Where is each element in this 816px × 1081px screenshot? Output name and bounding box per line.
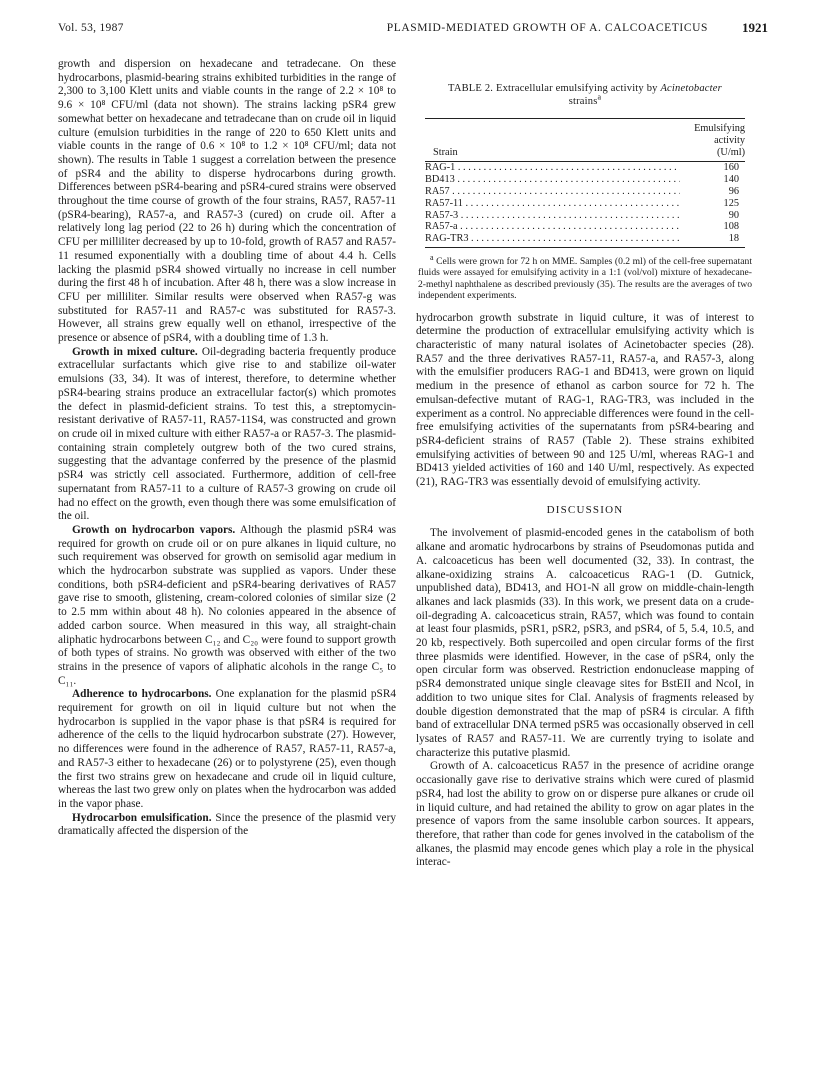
paragraph (58, 812, 396, 839)
paragraph-text: Since the presence of the plasmid very dramatically affected the dispersion of the (58, 811, 396, 838)
paragraph: The involvement of plasmid-encoded genes in the catabolism of both alkane and aromatic hydrocarbons by strains of Pseudomonas putida and A. calcoaceticus has been well documented (32, 33). In contrast, the alkane-oxidizing strains A. calcoaceticus RAG-1 (D. Gutnick, unpublished data), BD413, and HO1-N all grow on middle-chain-length alkanes and lack plasmids (33). In this work, we present data on a crude-oil-degrading A. calcoaceticus strain, RA57, which was found to contain at least four plasmids, pSR1, pSR2, pSR3, and pSR4, of 5, 5.4, 10.5, and 20 kb, respectively. Both supercoiled and open circular forms of the first three plasmids were identified. However, in the case of pSR4, only the open circular form was observed. Restriction endonuclease mapping of pSR4 demonstrated unique single cleavage sites for BstEII and NcoI, in addition to two unique sites for ClaI. Analysis of fragments released by double digestion demonstrated that the map of pSR4 is circular. A fifth band of extracellular DNA termed pSR5 was occasionally observed in cell lysates of RA57 and RA57-11. We are currently trying to isolate and characterize this putative plasmid. (416, 527, 754, 759)
page-header (58, 20, 768, 42)
left-column (58, 58, 396, 839)
paragraph (58, 688, 396, 811)
table-row: RA57-11 . . . 125 (425, 198, 745, 210)
run-in-heading: Growth on hydrocarbon vapors. (72, 523, 236, 536)
right-column (416, 58, 754, 870)
table-row: BD413 . . . 140 (425, 174, 745, 186)
run-in-heading: Hydrocarbon emulsification. (72, 811, 212, 824)
paragraph: growth and dispersion on hexadecane and tetradecane. On these hydrocarbons, plasmid-bearing strains exhibited turbidities in the range of 2,300 to 3,100 Klett units and viable counts in the range of 2.2 × 10⁸ to 9.6 × 10⁸ CFU/ml (data not shown). The strains lacking pSR4 grew somewhat better on hexadecane and tetradecane than on crude oil in liquid culture (emulsion turbidities in the range of 220 to 650 Klett units and viable counts in the range of 0.6 × 10⁸ to 1.2 × 10⁸ CFU/ml; data not shown). The results in Table 1 suggest a correlation between the presence of pSR4 and the ability to disperse hydrocarbons during growth. Differences between pSR4-bearing and pSR4-cured strains were observed throughout the time course of growth of the four strains, RA57, RA57-11 (pSR4-bearing), RA57-a, and RA57-3 (cured) on crude oil. After a relatively long lag period (22 to 26 h) during which the concentration of CFU per milliliter decreased by up to 10-fold, growth of RA57 and RA57-11 resumed exponentially with a doubling time of about 4.4 h. Cells lacking the plasmid pSR4 showed virtually no increase in cell number during the first 48 h of incubation. After 48 h, there was a slow increase in CFU per milliliter. Similar results were observed when RA57-g was substituted for RA57-11 and RA57-c was substituted for RA57-3. However, all strains grew equally well on ethanol, irrespective of the presence or absence of pSR4, with a doubling time of 1.3 h. (58, 58, 396, 345)
volume-label: Vol. 53, 1987 (58, 22, 124, 34)
paragraph (58, 524, 396, 688)
paragraph-text: Although the plasmid pSR4 was required for growth on crude oil or on pure alkanes in liquid culture, no such requirement was observed for growth on semisolid agar medium in which the hydrocarbon substrate was supplied as vapors. Under these conditions, both pSR4-deficient and pSR4-bearing derivatives of RA57 gave rise to smooth, glistening, cream-colored colonies of similar size (2 to 2.5 mm within about 48 h). No colonies appeared in the absence of added carbon source. When measured in this way, all straight-chain aliphatic hydrocarbons between C₁₂ and C₂₀ were found to support growth of both types of strains. No growth was observed with either of the two strains in the presence of vapors of aliphatic alcohols in the range C₅ to C₁₁. (58, 523, 396, 687)
paragraph: hydrocarbon growth substrate in liquid culture, it was of interest to determine the production of extracellular emulsifying activity which is characteristic of many natural isolates of Acinetobacter species (28). RA57 and the three derivatives RA57-11, RA57-a, and RA57-3, along with the emulsifier producers RAG-1 and BD413, were grown on liquid medium in the presence of ethanol as carbon source for 72 h. The emulsan-defective mutant of RAG-1, RAG-TR3, was included in the experiment as a control. No appreciable differences were found in the cell-free emulsifying activities of the supernatants from pSR4-bearing and pSR4-deficient strains of RA57 (Table 2). These strains exhibited emulsifying activities of between 90 and 125 U/ml, whereas RAG-1 and BD413 yielded activities of 160 and 140 U/ml, respectively. As expected (21), RAG-TR3 was essentially devoid of emulsifying activity. (416, 311, 754, 489)
table-2 (416, 82, 754, 302)
running-title: PLASMID-MEDIATED GROWTH OF A. CALCOACETICUS (386, 22, 708, 34)
table-footnote: $^a$ Cells were grown for 72 h on MME. Samples (0.2 ml) of the cell-free supernatant fluids were assayed for emulsifying activity in a 1:1 (vol/vol) mixture of hexadecane-2-methyl naphthalene as described previously (35). The results are the averages of two independent experiments. (418, 252, 752, 302)
table-caption: TABLE 2. Extracellular emulsifying activity by Acinetobacter strains$^a$ (448, 83, 722, 107)
paragraph-text: Oil-degrading bacteria frequently produce extracellular surfactants which give rise to and stabilize oil-water emulsions (33, 34). It was of interest, therefore, to determine whether pSR4-bearing strains produce an extracellular factor(s) which promotes the defect in plasmid-deficient strains. To test this, a streptomycin-resistant derivative of RA57-11, RA57-11S4, was constructed and grown on crude oil in mixed culture with either RA57-a or RA57-3. The plasmid-containing strain completely outgrew both of the two cured strains, suggesting that the advantage conferred by the presence of the plasmid pSR4 was strictly cell associated. Furthermore, addition of cell-free supernatant from RA57-11 to a culture of RA57-3 growing on crude oil had no effect on the growth, even though there was some emulsification of the oil. (58, 345, 397, 523)
table-row: RA57-a . . . 108 (425, 221, 745, 233)
column-header-strain: Strain (425, 119, 680, 162)
section-heading-discussion: DISCUSSION (546, 503, 624, 516)
emulsifying-activity-table (425, 118, 745, 248)
table-row: RA57-3 . . . 90 (425, 210, 745, 222)
run-in-heading: Adherence to hydrocarbons. (72, 688, 212, 701)
table-row: RA57 . . . 96 (425, 186, 745, 198)
page-number: 1921 (742, 20, 768, 35)
table-row: RAG-TR3 . . . 18 (425, 233, 745, 247)
paragraph (58, 346, 396, 524)
paragraph-text: One explanation for the plasmid pSR4 requirement for growth on oil in liquid culture but not when the hydrocarbon is supplied in the vapor phase is that pSR4 is required for adherence of the cells to the liquid hydrocarbon substrate (27). However, no differences were found in the adherence of RA57, RA57-11, RA57-a, and RA57-3 either to hexadecane (26) or to polystyrene (25), even though the first two strains grew on hexadecane and crude oil in liquid culture, whereas the last two grew only on plates when the hydrocarbon was added in the vapor phase. (58, 688, 397, 810)
paragraph: Growth of A. calcoaceticus RA57 in the presence of acridine orange occasionally gave rise to derivative strains which were cured of plasmid pSR4, had lost the ability to grow on or disperse pure alkanes or crude oil in liquid culture, and had retained the ability to grow on agar plates in the presence of vapors from the same insoluble carbon sources. It appears, therefore, that rather than code for genes involved in the catabolism of the alkanes, the plasmid may encode genes which play a role in the physical interac- (416, 760, 754, 869)
column-header-activity: Emulsifying activity (U/ml) (680, 119, 745, 162)
table-row: RAG-1 . . . 160 (425, 162, 745, 174)
run-in-heading: Growth in mixed culture. (72, 345, 198, 358)
